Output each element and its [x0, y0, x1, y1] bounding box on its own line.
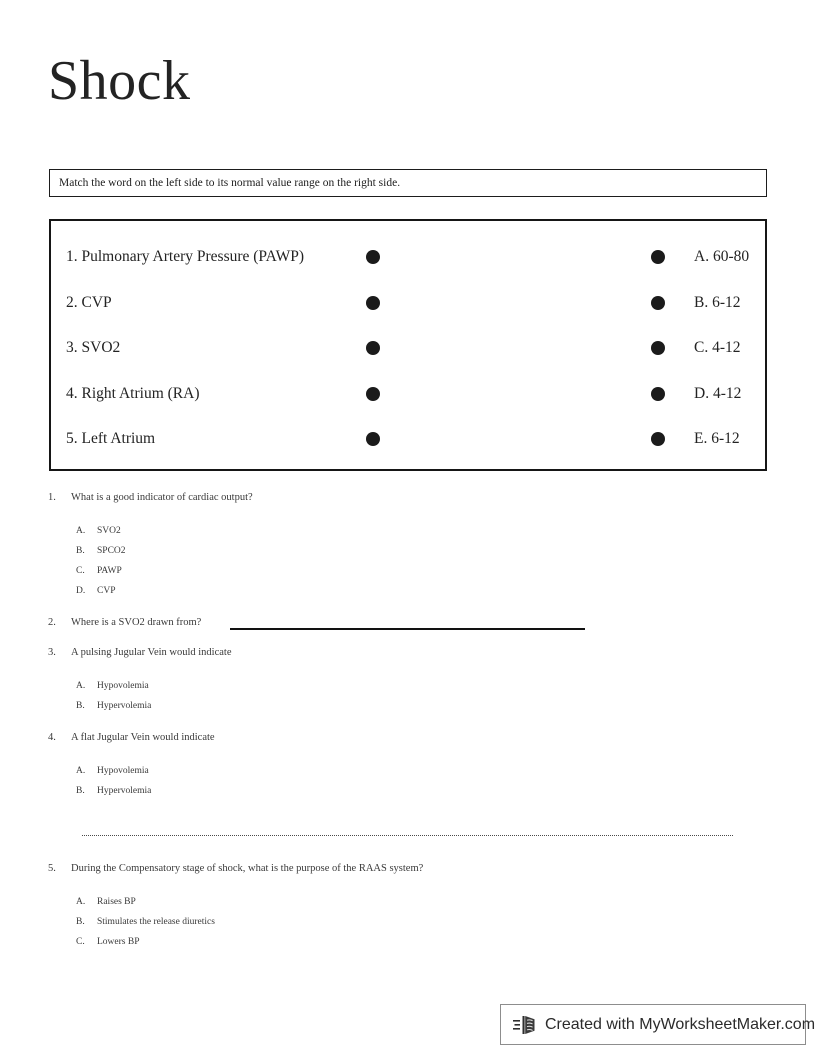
- matching-left-dot[interactable]: [366, 387, 380, 401]
- question-prompt: [0, 859, 816, 879]
- option-letter: C.: [76, 937, 85, 947]
- option-text: Raises BP: [97, 897, 136, 907]
- instruction-box: [49, 169, 767, 197]
- matching-left-label: 1. Pulmonary Artery Pressure (PAWP): [66, 248, 304, 265]
- option-text: Hypervolemia: [97, 786, 152, 796]
- option-text: Stimulates the release diuretics: [97, 917, 215, 927]
- question-option[interactable]: [0, 932, 816, 952]
- question-option[interactable]: [0, 892, 816, 912]
- option-spacer: [0, 748, 816, 761]
- question-gap: [0, 633, 816, 643]
- page-title: Shock: [48, 50, 191, 112]
- matching-left-label: 4. Right Atrium (RA): [66, 384, 200, 402]
- footer-badge[interactable]: [500, 1004, 816, 1045]
- matching-row: [51, 247, 765, 267]
- option-letter: A.: [76, 526, 86, 536]
- question-option[interactable]: [0, 696, 816, 716]
- matching-row: [51, 429, 765, 449]
- question-number: 3.: [48, 647, 56, 658]
- question-block: [0, 643, 816, 728]
- option-letter: C.: [76, 566, 85, 576]
- question-text: A pulsing Jugular Vein would indicate: [71, 647, 232, 658]
- question-prompt: [0, 613, 816, 633]
- question-number: 2.: [48, 617, 56, 628]
- matching-right-dot[interactable]: [651, 432, 665, 446]
- matching-right-label: B. 6-12: [694, 293, 741, 311]
- matching-right-label: E. 6-12: [694, 430, 740, 447]
- question-option[interactable]: [0, 912, 816, 932]
- matching-exercise-box: [49, 219, 767, 471]
- option-spacer: [0, 663, 816, 676]
- matching-right-dot[interactable]: [651, 341, 665, 355]
- question-block: [0, 613, 816, 643]
- question-option[interactable]: [0, 521, 816, 541]
- option-letter: B.: [76, 701, 85, 711]
- matching-row: [51, 384, 765, 404]
- option-text: PAWP: [97, 566, 122, 576]
- question-option[interactable]: [0, 761, 816, 781]
- question-number: 5.: [48, 863, 56, 874]
- question-text: A flat Jugular Vein would indicate: [71, 732, 215, 743]
- option-letter: A.: [76, 766, 86, 776]
- question-text: What is a good indicator of cardiac output?: [71, 492, 253, 503]
- option-letter: B.: [76, 917, 85, 927]
- option-spacer: [0, 879, 816, 892]
- question-option[interactable]: [0, 561, 816, 581]
- question-option[interactable]: [0, 541, 816, 561]
- matching-left-label: 5. Left Atrium: [66, 430, 156, 447]
- option-text: SPCO2: [97, 546, 126, 556]
- option-text: Hypovolemia: [97, 681, 149, 691]
- matching-right-label: A. 60-80: [694, 248, 750, 265]
- option-text: Lowers BP: [97, 937, 140, 947]
- question-option[interactable]: [0, 781, 816, 801]
- matching-right-label: C. 4-12: [694, 339, 741, 356]
- question-prompt: [0, 728, 816, 748]
- question-number: 4.: [48, 732, 56, 743]
- dotted-divider-line: [82, 835, 733, 836]
- matching-row: [51, 338, 765, 358]
- option-letter: A.: [76, 897, 86, 907]
- option-text: Hypervolemia: [97, 701, 152, 711]
- matching-right-dot[interactable]: [651, 296, 665, 310]
- option-spacer: [0, 508, 816, 521]
- question-block: [0, 859, 816, 964]
- matching-left-dot[interactable]: [366, 296, 380, 310]
- option-letter: B.: [76, 546, 85, 556]
- option-letter: A.: [76, 681, 86, 691]
- question-prompt: [0, 643, 816, 663]
- matching-left-dot[interactable]: [366, 432, 380, 446]
- question-block: [0, 728, 816, 813]
- matching-right-dot[interactable]: [651, 250, 665, 264]
- matching-left-dot[interactable]: [366, 250, 380, 264]
- question-option[interactable]: [0, 676, 816, 696]
- option-letter: B.: [76, 786, 85, 796]
- option-text: CVP: [97, 586, 116, 596]
- section-divider: [0, 813, 816, 859]
- question-text: Where is a SVO2 drawn from?: [71, 617, 202, 628]
- question-prompt: [0, 488, 816, 508]
- question-gap: [0, 801, 816, 813]
- question-gap: [0, 716, 816, 728]
- question-list: [0, 488, 816, 964]
- matching-right-dot[interactable]: [651, 387, 665, 401]
- question-gap: [0, 952, 816, 964]
- option-text: SVO2: [97, 526, 121, 536]
- matching-row: [51, 293, 765, 313]
- matching-right-label: D. 4-12: [694, 384, 742, 402]
- question-gap: [0, 601, 816, 613]
- option-text: Hypovolemia: [97, 766, 149, 776]
- matching-left-label: 3. SVO2: [66, 339, 121, 356]
- question-number: 1.: [48, 492, 56, 503]
- question-option[interactable]: [0, 581, 816, 601]
- footer-badge-label: Created with MyWorksheetMaker.com: [545, 1015, 816, 1033]
- option-letter: D.: [76, 586, 86, 596]
- question-block: [0, 488, 816, 613]
- instruction-text: Match the word on the left side to its normal value range on the right side.: [59, 177, 401, 189]
- matching-left-dot[interactable]: [366, 341, 380, 355]
- answer-blank-line[interactable]: [230, 628, 585, 630]
- question-text: During the Compensatory stage of shock, what is the purpose of the RAAS system?: [71, 863, 424, 874]
- worksheet-maker-logo-icon: [513, 1013, 539, 1037]
- matching-left-label: 2. CVP: [66, 293, 112, 311]
